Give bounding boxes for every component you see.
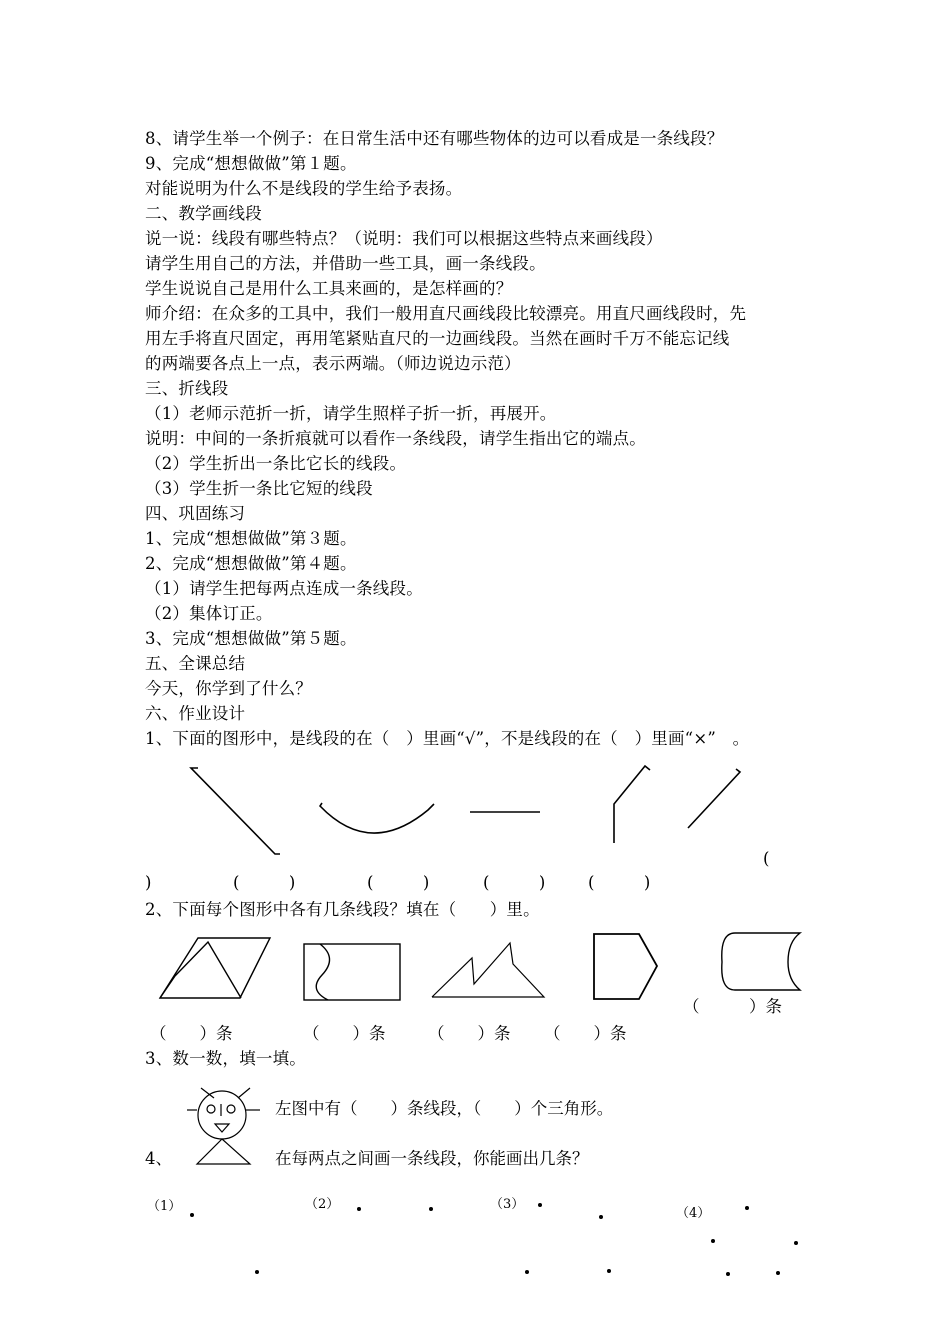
text-line: （1）老师示范折一折，请学生照样子折一折，再展开。 xyxy=(145,404,557,423)
body-triangle xyxy=(197,1139,250,1164)
q2-answer: （ ）条 xyxy=(303,1024,386,1043)
q2-answer: （ ）条 xyxy=(544,1024,627,1043)
text-line: 今天，你学到了什么？ xyxy=(145,679,312,698)
q1-paren: ) xyxy=(145,873,152,892)
eye-right xyxy=(227,1105,235,1113)
text-line: 对能说明为什么不是线段的学生给予表扬。 xyxy=(145,179,463,198)
text-line: 1、完成“想想做做”第３题。 xyxy=(145,529,357,548)
text-line: 9、完成“想想做做”第１题。 xyxy=(145,154,357,173)
eye-left xyxy=(207,1105,215,1113)
section-heading: 六、作业设计 xyxy=(145,704,246,723)
q4-label: （4） xyxy=(676,1206,711,1221)
point-dot[interactable] xyxy=(726,1272,730,1276)
q2-answer: （ ）条 xyxy=(428,1024,511,1043)
q2-answer: （ ）条 xyxy=(150,1024,233,1043)
text-line: 8、请学生举一个例子：在日常生活中还有哪些物体的边可以看成是一条线段？ xyxy=(145,129,724,148)
point-dot[interactable] xyxy=(190,1213,194,1217)
section-heading: 二、教学画线段 xyxy=(145,204,262,223)
q1-paren: ( xyxy=(763,849,770,868)
point-dot[interactable] xyxy=(745,1206,749,1210)
point-dot[interactable] xyxy=(538,1203,542,1207)
point-dot[interactable] xyxy=(255,1270,259,1274)
q3-text: 左图中有（ ）条线段，（ ）个三角形。 xyxy=(275,1099,614,1118)
section-heading: 五、全课总结 xyxy=(145,654,246,673)
text-line: 说明：中间的一条折痕就可以看作一条线段，请学生指出它的端点。 xyxy=(145,429,646,448)
text-line: （3）学生折一条比它短的线段 xyxy=(145,479,373,498)
section-heading: 三、折线段 xyxy=(145,379,229,398)
q1-paren: ( ) xyxy=(367,873,430,892)
q4-label: （3） xyxy=(490,1197,525,1212)
text-line: 学生说说自己是用什么工具来画的，是怎样画的？ xyxy=(145,279,513,298)
point-dot[interactable] xyxy=(776,1271,780,1275)
q3-title: 3、数一数，填一填。 xyxy=(145,1049,306,1068)
text-line: 3、完成“想想做做”第５题。 xyxy=(145,629,357,648)
q4-number: 4、 xyxy=(145,1149,172,1168)
point-dot[interactable] xyxy=(357,1207,361,1211)
text-line: 1、下面的图形中，是线段的在（ ）里画“√”，不是线段的在（ ）里画“×” 。 xyxy=(145,729,750,748)
text-line: 的两端要各点上一点，表示两端。（师边说边示范） xyxy=(145,354,521,373)
text-line: （1）请学生把每两点连成一条线段。 xyxy=(145,579,423,598)
text-line: （2）学生折出一条比它长的线段。 xyxy=(145,454,407,473)
point-dot[interactable] xyxy=(525,1270,529,1274)
q4-label: （1） xyxy=(147,1199,182,1214)
text-line: 请学生用自己的方法，并借助一些工具，画一条线段。 xyxy=(145,254,546,273)
point-dot[interactable] xyxy=(711,1239,715,1243)
q4-text: 在每两点之间画一条线段，你能画出几条？ xyxy=(275,1149,589,1168)
mouth-triangle xyxy=(215,1124,229,1132)
text-line: （2）集体订正。 xyxy=(145,604,273,623)
point-dot[interactable] xyxy=(599,1215,603,1219)
q1-paren: ( ) xyxy=(483,873,546,892)
section-heading: 四、巩固练习 xyxy=(145,504,246,523)
point-dot[interactable] xyxy=(794,1241,798,1245)
q2-title: 2、下面每个图形中各有几条线段？填在（ ）里。 xyxy=(145,900,540,919)
text-line: 师介绍：在众多的工具中，我们一般用直尺画线段比较漂亮。用直尺画线段时，先 xyxy=(145,304,747,323)
point-dot[interactable] xyxy=(429,1207,433,1211)
antenna-right xyxy=(238,1088,250,1098)
q1-paren: ( ) xyxy=(588,873,651,892)
q1-paren: ( ) xyxy=(233,873,296,892)
point-dot[interactable] xyxy=(607,1269,611,1273)
text-line: 用左手将直尺固定，再用笔紧贴直尺的一边画线段。当然在画时千万不能忘记线 xyxy=(145,329,730,348)
q4-label: （2） xyxy=(305,1197,340,1212)
q2-answer-last: （ ）条 xyxy=(683,997,782,1016)
text-line: 说一说：线段有哪些特点？（说明：我们可以根据这些特点来画线段） xyxy=(145,229,663,248)
text-line: 2、完成“想想做做”第４题。 xyxy=(145,554,357,573)
